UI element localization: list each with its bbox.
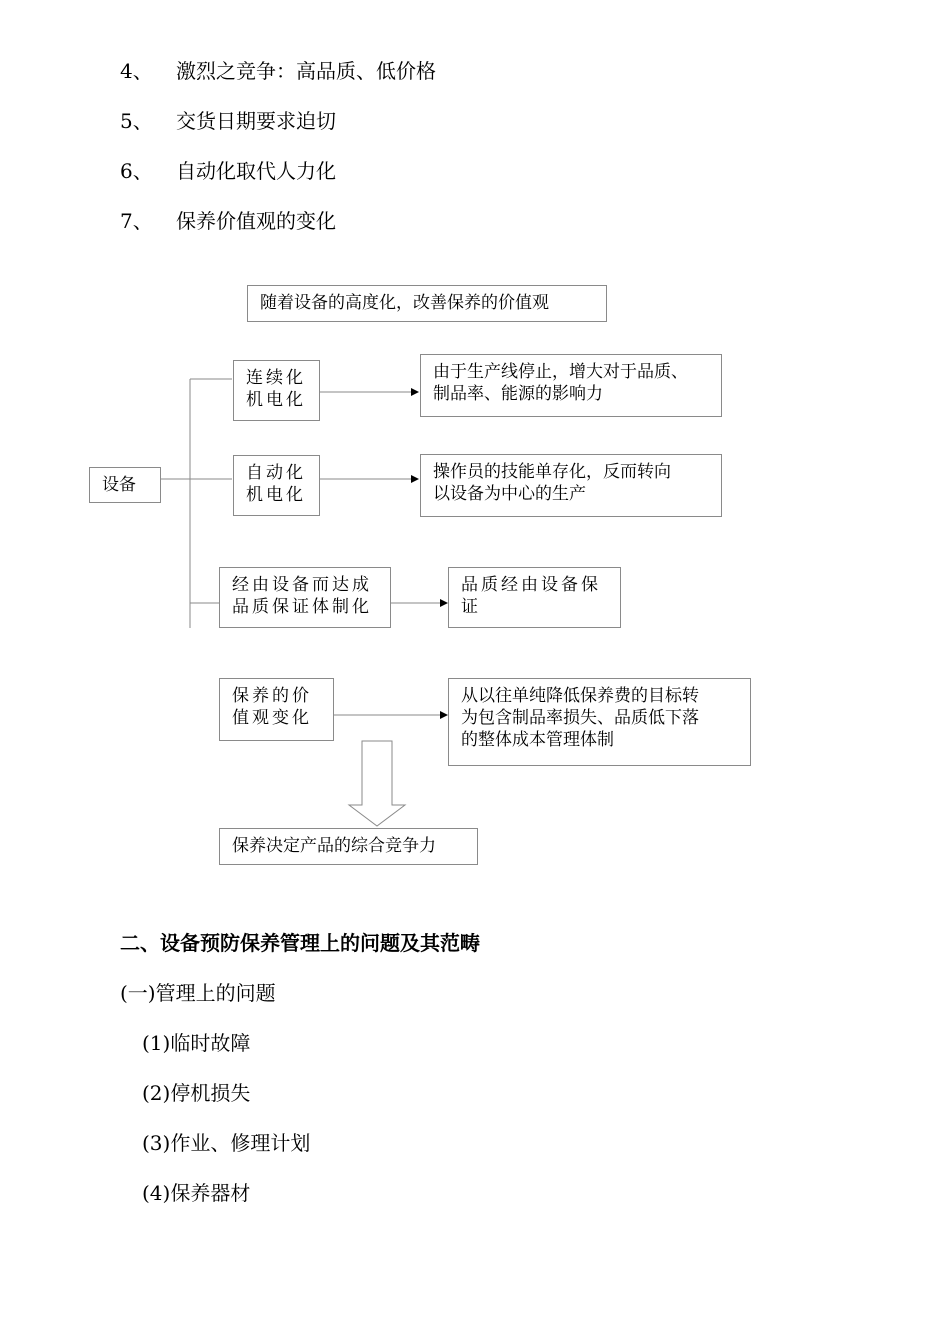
effect-box-automation: 操作员的技能单存化，反而转向 以设备为中心的生产 [420,454,722,517]
problem-item: (1)临时故障 [142,1031,251,1055]
root-node-box: 设备 [89,467,161,503]
cause-box-value-change: 保养的价 值观变化 [219,678,334,741]
conclusion-box: 保养决定产品的综合竞争力 [219,828,478,865]
diagram-title-box: 随着设备的高度化，改善保养的价值观 [247,285,607,322]
cause-box-automation: 自动化 机电化 [233,455,320,516]
list-text: 交货日期要求迫切 [176,109,336,133]
list-number: 7、 [120,209,153,233]
effect-box-continuous: 由于生产线停止，增大对于品质、 制品率、能源的影响力 [420,354,722,417]
section-heading: 二、设备预防保养管理上的问题及其范畴 [120,931,480,955]
problem-item: (2)停机损失 [142,1081,251,1105]
list-text: 自动化取代人力化 [176,159,336,183]
list-number: 4、 [120,59,153,83]
cause-box-quality-assurance: 经由设备而达成 品质保证体制化 [219,567,391,628]
problem-item: (3)作业、修理计划 [142,1131,311,1155]
cause-box-continuous: 连续化 机电化 [233,360,320,421]
list-number: 6、 [120,159,153,183]
effect-box-value-change: 从以往单纯降低保养费的目标转 为包含制品率损失、品质低下落 的整体成本管理体制 [448,678,751,766]
list-text: 保养价值观的变化 [176,209,336,233]
problem-item: (4)保养器材 [142,1181,251,1205]
list-text: 激烈之竞争：高品质、低价格 [176,59,436,83]
list-number: 5、 [120,109,153,133]
down-arrow-icon [349,741,405,826]
sub-heading: (一)管理上的问题 [120,981,276,1005]
effect-box-quality-assurance: 品质经由设备保 证 [448,567,621,628]
